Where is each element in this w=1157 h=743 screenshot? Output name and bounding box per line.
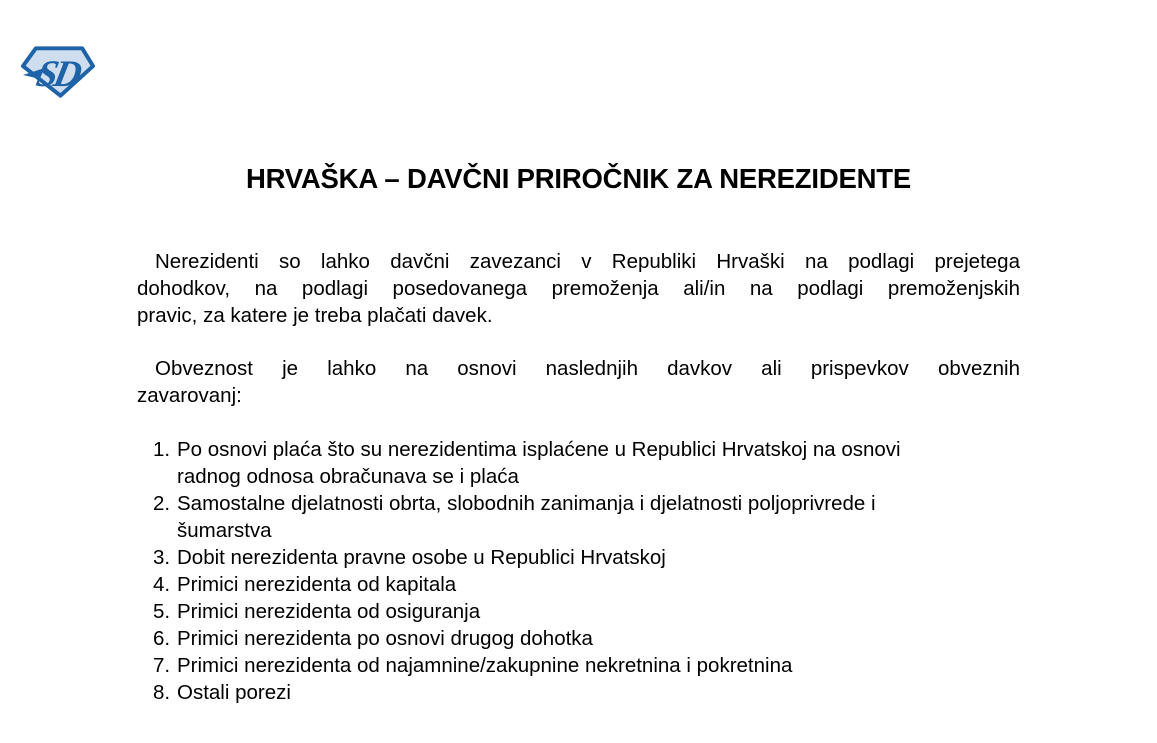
sd-logo — [21, 45, 96, 99]
text-line: dohodkov, na podlagi posedovanega premoženja ali/in na podlagi premoženjskih — [137, 277, 1020, 300]
list-item-text — [177, 544, 1020, 571]
text-line: pravic, za katere je treba plačati davek. — [137, 304, 493, 327]
list-item-text — [177, 571, 1020, 598]
paragraph-intro — [137, 248, 1020, 329]
page-title: HRVAŠKA – DAVČNI PRIROČNIK ZA NEREZIDENTE — [245, 163, 912, 194]
text-line: Primici nerezidenta od kapitala — [177, 573, 457, 596]
list-item-number: 6. — [153, 627, 171, 650]
list-item-text — [177, 625, 1020, 652]
list-item-number: 5. — [153, 600, 171, 623]
list-item-text — [177, 598, 1020, 625]
text-line: Primici nerezidenta od osiguranja — [177, 600, 481, 623]
text-line: Primici nerezidenta od najamnine/zakupnine nekretnina i pokretnina — [177, 654, 793, 677]
text-line: zavarovanj: — [137, 384, 242, 407]
text-line: Po osnovi plaća što su nerezidentima isplaćene u Republici Hrvatskoj na osnovi — [177, 438, 901, 461]
list-item-number: 2. — [153, 492, 171, 515]
text-line: Obveznost je lahko na osnovi naslednjih davkov ali prispevkov obveznih — [155, 357, 1020, 380]
list-item — [153, 679, 1020, 706]
paragraph-obligation — [137, 355, 1020, 409]
list-item-number: 4. — [153, 573, 171, 596]
numbered-list — [153, 436, 1020, 706]
text-line: Primici nerezidenta po osnovi drugog dohotka — [177, 627, 593, 650]
list-item-text — [177, 490, 1020, 544]
list-item — [153, 625, 1020, 652]
text-line: Dobit nerezidenta pravne osobe u Republici Hrvatskoj — [177, 546, 666, 569]
text-line: Ostali porezi — [177, 681, 291, 704]
text-line: šumarstva — [177, 519, 272, 542]
list-item-text — [177, 436, 1020, 490]
list-item — [153, 571, 1020, 598]
list-item — [153, 652, 1020, 679]
text-line: Nerezidenti so lahko davčni zavezanci v Republiki Hrvaški na podlagi prejetega — [155, 250, 1020, 273]
list-item — [153, 436, 1020, 490]
list-item-text — [177, 652, 1020, 679]
list-item-number: 8. — [153, 681, 171, 704]
text-line: radnog odnosa obračunava se i plaća — [177, 465, 519, 488]
list-item — [153, 598, 1020, 625]
list-item — [153, 490, 1020, 544]
list-item-text — [177, 679, 1020, 706]
list-item — [153, 544, 1020, 571]
logo-letters: SD — [32, 53, 82, 95]
text-line: Samostalne djelatnosti obrta, slobodnih zanimanja i djelatnosti poljoprivrede i — [177, 492, 876, 515]
list-item-number: 1. — [153, 438, 171, 461]
list-item-number: 7. — [153, 654, 171, 677]
list-item-number: 3. — [153, 546, 171, 569]
